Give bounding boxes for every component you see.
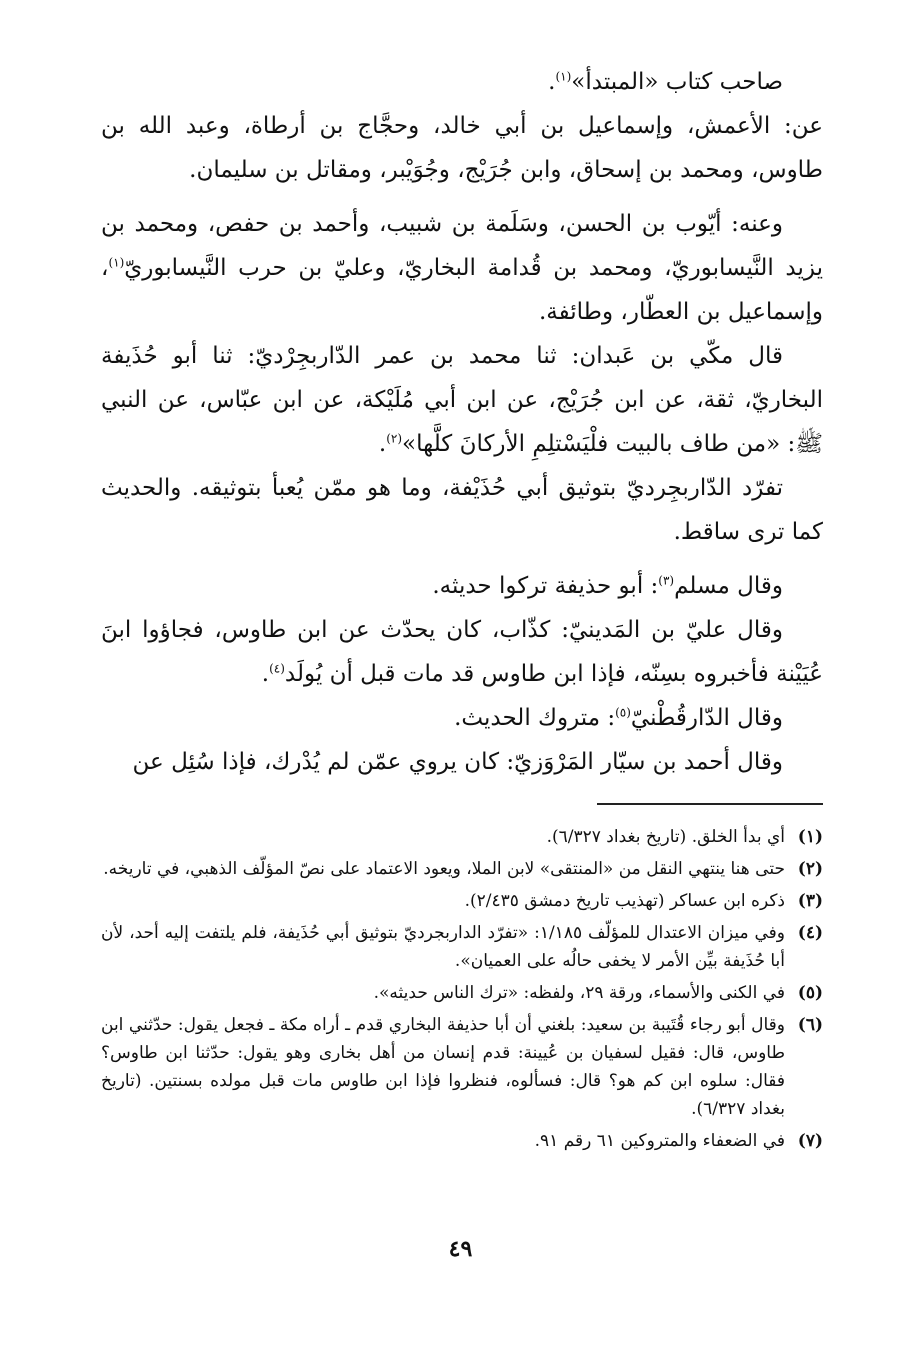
footnote-ref: (١) — [555, 69, 572, 84]
footnote-ref: (٢) — [386, 431, 403, 446]
footnote-text: وقال أبو رجاء قُتَيبة بن سعيد: بلغني أن أبا حذيفة البخاري قدم ـ أراه مكة ـ فجعل يقول: حدّثني ابن طاوس، قال: فقيل لسفيان بن عُيينة: قدم إنسان من أهل بخارى وهو يقول: حدّثنا ابن طاوس؟ فقال: سلوه ابن كم هو؟ قال: فسألوه، فنظروا فإذا ابن طاوس مات قبل مولده بسنتين. (تاريخ بغداد ٦/٣٢٧). — [101, 1015, 785, 1119]
footnote-number: (٤) — [797, 923, 823, 943]
footnote-4 — [101, 919, 823, 975]
paragraph-tafarrad: تفرّد الدّاربجِرديّ بتوثيق أبي حُذَيْفة، وما هو ممّن يُعبأ بتوثيقه. والحديث كما ترى ساقط. — [101, 475, 823, 545]
footnote-ref: (٥) — [615, 705, 631, 720]
paragraph-muslim: وقال مسلم$^{(٣)}$: أبو حذيفة تركوا حديثه. — [432, 573, 783, 599]
footnote-number: (٣) — [797, 891, 823, 911]
footnote-text: أي بدأ الخلق. (تاريخ بغداد ٦/٣٢٧). — [546, 827, 785, 847]
paragraph-makki: قال مكّي بن عَبدان: ثنا محمد بن عمر الدّاربجِرْديّ: ثنا أبو حُذَيفة البخاريّ، ثقة، عن ابن جُرَيْج، عن ابن أبي مُلَيْكة، عن ابن عبّاس، عن النبي ﷺ: «من طاف بالبيت فلْيَسْتلِمِ الأركانَ كلَّها»$^{(٢)}$. — [101, 343, 823, 457]
footnote-ref: (١) — [108, 255, 125, 270]
footnote-1 — [101, 823, 823, 851]
main-line-1: صاحب كتاب «المبتدأ»$^{(١)}$. — [548, 69, 783, 95]
footnote-5 — [101, 979, 823, 1007]
footnote-number: (١) — [797, 827, 823, 847]
footnote-divider — [597, 803, 823, 805]
footnote-ref: (٣) — [658, 573, 675, 588]
footnote-number: (٧) — [797, 1131, 823, 1151]
page-number: ٤٩ — [448, 1236, 473, 1262]
main-text — [101, 60, 823, 784]
paragraph-an: عن: الأعمش، وإسماعيل بن أبي خالد، وحجَّاج بن أرطاة، وعبد الله بن طاوس، ومحمد بن إسحاق، وابن جُرَيْج، وجُوَيْبر، ومقاتل بن سليمان. — [101, 113, 823, 183]
footnote-text: حتى هنا ينتهي النقل من «المنتقى» لابن الملا، ويعود الاعتماد على نصّ المؤلّف الذهبي، في تاريخه. — [103, 859, 785, 879]
footnote-text: في الكنى والأسماء، ورقة ٢٩، ولفظه: «ترك الناس حديثه». — [373, 983, 785, 1003]
footnote-number: (٥) — [797, 983, 823, 1003]
paragraph-ahmad: وقال أحمد بن سيّار المَرْوَزيّ: كان يروي عمّن لم يُدْرك، فإذا سُئِل عن — [132, 749, 783, 775]
footnote-number: (٦) — [797, 1015, 823, 1035]
footnote-number: (٢) — [797, 859, 823, 879]
footnote-6 — [101, 1011, 823, 1123]
footnote-text: وفي ميزان الاعتدال للمؤلّف ١/١٨٥: «تفرّد الداربجرديّ بتوثيق أبي حُذَيفة، فلم يلتفت إليه أحد، لأن أبا حُذَيفة بيِّن الأمر لا يخفى حالُه على العميان». — [101, 923, 785, 971]
footnote-ref: (٤) — [269, 661, 285, 676]
footnote-2 — [101, 855, 823, 883]
footnote-text: في الضعفاء والمتروكين ٦١ رقم ٩١. — [534, 1131, 785, 1151]
paragraph-anhu: وعنه: أيّوب بن الحسن، وسَلَمة بن شبيب، وأحمد بن حفص، ومحمد بن يزيد النَّيسابوريّ، ومحمد بن قُدامة البخاريّ، وعليّ بن حرب النَّيسابوريّ$^{(١)}$، وإسماعيل بن العطّار، وطائفة. — [101, 211, 823, 325]
footnote-text: ذكره ابن عساكر (تهذيب تاريخ دمشق ٢/٤٣٥). — [464, 891, 785, 911]
paragraph-ali: وقال عليّ بن المَدينيّ: كذّاب، كان يحدّث عن ابن طاوس، فجاؤوا ابنَ عُيَيْنة فأخبروه بسِنّه، فإذا ابن طاوس قد مات قبل أن يُولَد$^{(٤)}$. — [101, 617, 823, 687]
paragraph-daraqutni: وقال الدّارقُطْنيّ$^{(٥)}$: متروك الحديث. — [454, 705, 783, 731]
footnote-3 — [101, 887, 823, 915]
footnotes — [101, 823, 823, 1159]
footnote-7 — [101, 1127, 823, 1155]
